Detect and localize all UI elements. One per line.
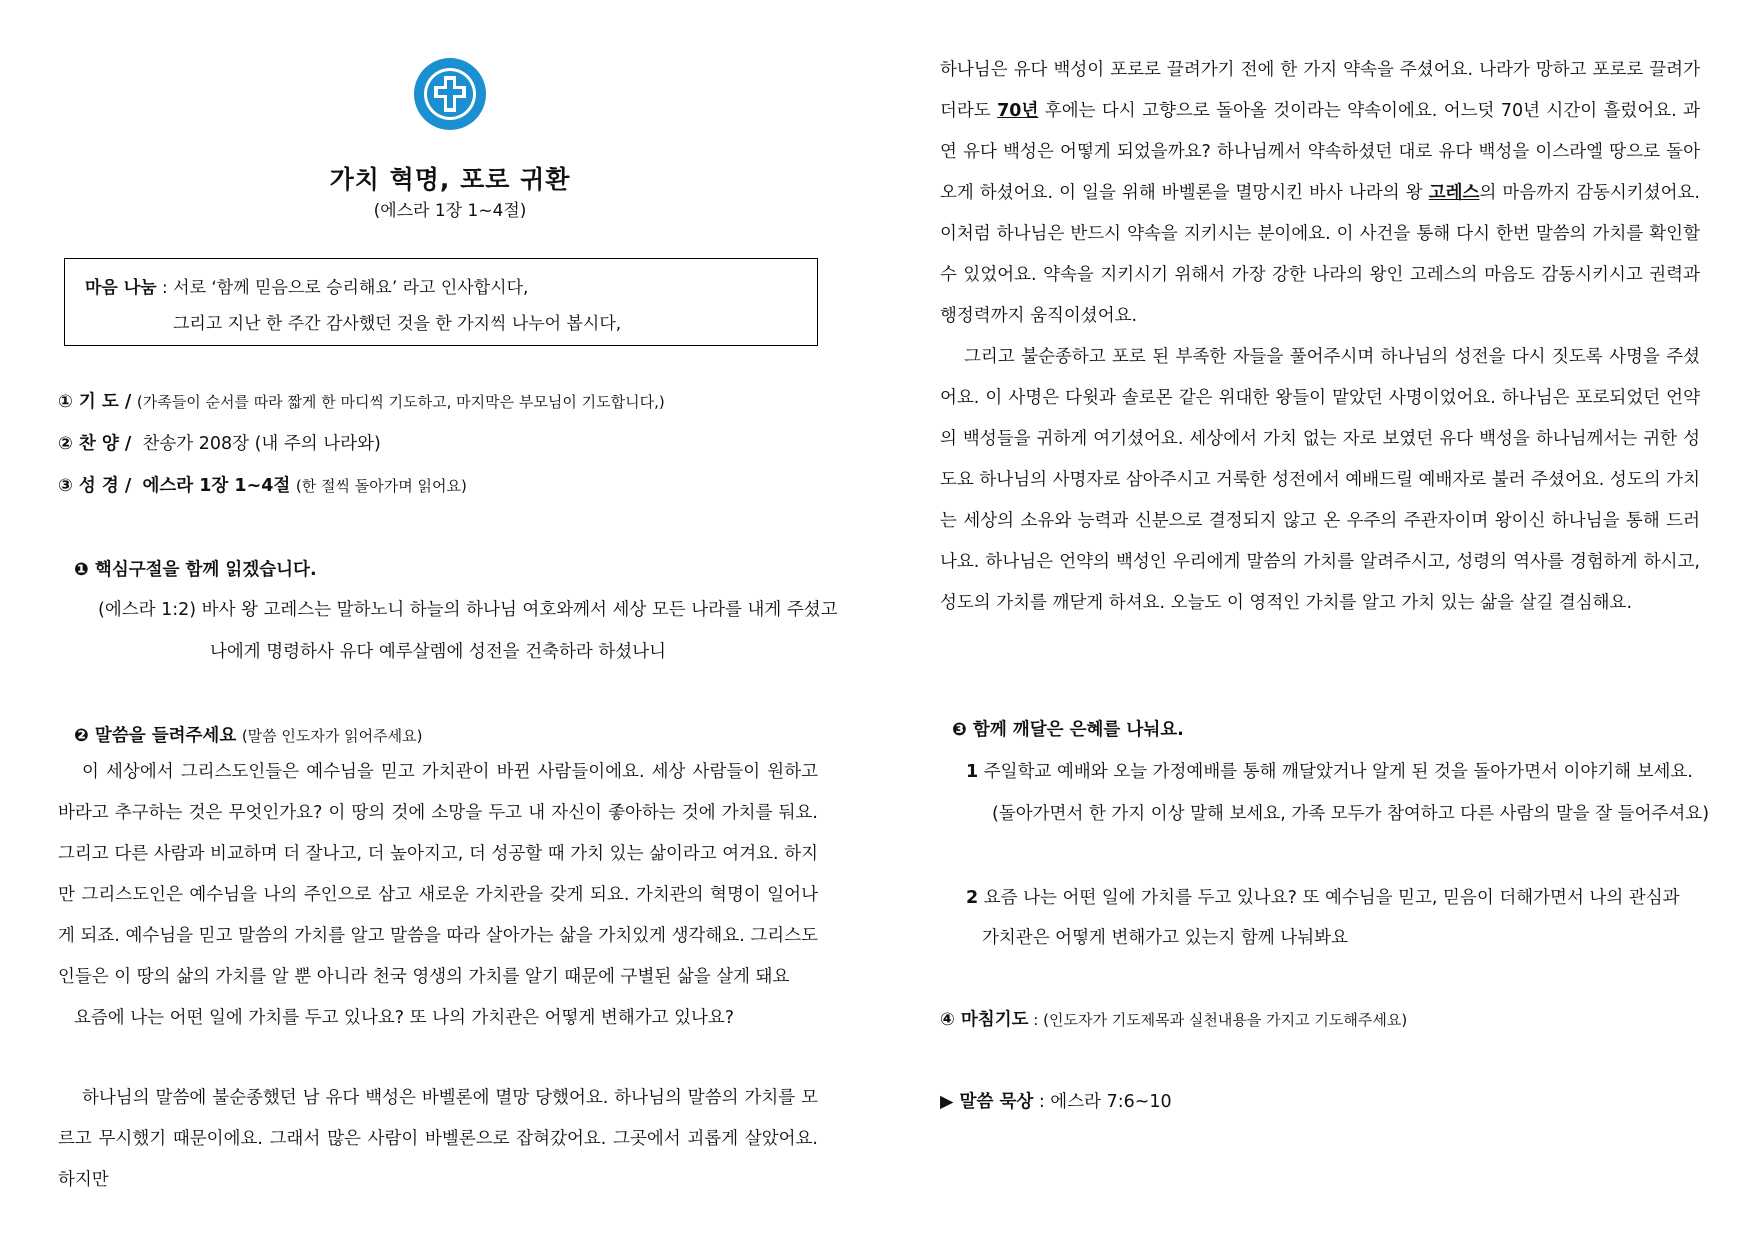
closing-prayer-line	[940, 1006, 1407, 1031]
hymn-line	[58, 430, 381, 455]
share-label: 마음 나눔	[85, 278, 157, 298]
message-paragraph-1: 이 세상에서 그리스도인들은 예수님을 믿고 가치관이 바뀐 사람들이에요. 세상 사람들이 원하고 바라고 추구하는 것은 무엇인가요? 이 땅의 것에 소망을 두고 내 자신이 좋아하는 것에 가치를 둬요. 그리고 다른 사람과 비교하며 더 잘나고, 더 높아지고, 더 성공할 때 가치 있는 삶이라고 여겨요. 하지만 그리스도인은 예수님을 나의 주인으로 삼고 새로운 가치관을 갖게 되요. 가치관의 혁명이 일어나게 되죠. 예수님을 믿고 말씀의 가치를 알고 말씀을 따라 살아가는 삶을 가치있게 생각해요. 그리스도인들은 이 땅의 삶의 가치를 알 뿐 아니라 천국 영생의 가치를 알기 때문에 구별된 삶을 살게 돼요	[58, 762, 818, 987]
cross-seal-icon	[412, 56, 488, 132]
hymn-label: ② 찬 양 /	[58, 434, 132, 454]
message-right-paragraph-1	[940, 50, 1700, 337]
message-body-right	[940, 50, 1700, 624]
q2-marker: 2	[966, 888, 979, 908]
hymn-text: 찬송가 208장 (내 주의 나라와)	[142, 434, 381, 454]
scripture-text: 에스라 1장 1~4절	[142, 476, 291, 496]
grace-question-1	[966, 758, 1693, 783]
key-verse-line-2: 나에게 명령하사 유다 예루살렘에 성전을 건축하라 하셨나니	[210, 642, 666, 662]
meditation-label: ▶ 말씀 묵상	[940, 1092, 1034, 1112]
cyrus-highlight: 고레스	[1428, 183, 1480, 203]
message-body-left	[58, 752, 818, 1039]
meditation-line	[940, 1088, 1172, 1113]
q2-line-1: 요즘 나는 어떤 일에 가치를 두고 있나요? 또 예수님을 믿고, 믿음이 더해가면서 나의 관심과	[983, 888, 1680, 908]
q2-line-2: 가치관은 어떻게 변해가고 있는지 함께 나눠봐요	[982, 928, 1348, 948]
q1-marker: 1	[966, 762, 979, 782]
meditation-text: : 에스라 7:6~10	[1033, 1092, 1172, 1112]
heart-sharing-box	[64, 258, 818, 346]
grace-heading: ❸ 함께 깨달은 은혜를 나눠요.	[952, 720, 1184, 740]
message-paragraph-2: 요즘에 나는 어떤 일에 가치를 두고 있나요? 또 나의 가치관은 어떻게 변해가고 있나요?	[74, 1008, 735, 1028]
grace-question-2	[966, 884, 1680, 909]
r-para1-part-c: 의 마음까지 감동시키셨어요. 이처럼 하나님은 반드시 약속을 지키시는 분이에요. 이 사건을 통해 다시 한번 말씀의 가치를 확인할 수 있었어요. 약속을 지키시기 위해서 가장 강한 나라의 왕인 고레스의 마음도 감동시키시고 권력과 행정력까지 움직이셨어요.	[940, 183, 1700, 326]
message-heading-note: (말씀 인도자가 읽어주세요)	[241, 727, 423, 745]
seventy-years-highlight: 70년	[997, 101, 1039, 121]
page-title: 가치 혁명, 포로 귀환	[329, 165, 571, 194]
message-paragraph-3-wrap	[58, 1078, 818, 1201]
r-para1-part-a: 하나님은 유다 백성이 포로로 끌려가기 전에 한 가지 약속을 주셨어요. 나라가 망하고 포로로 끌려가더라도	[940, 60, 1700, 121]
message-paragraph-3: 하나님의 말씀에 불순종했던 남 유다 백성은 바벨론에 멸망 당했어요. 하나님의 말씀의 가치를 모르고 무시했기 때문이에요. 그래서 많은 사람이 바벨론으로 잡혀갔어요. 그곳에서 괴롭게 살았어요. 하지만	[58, 1088, 818, 1190]
share-line-1: : 서로 ‘함께 믿음으로 승리해요’ 라고 인사합시다,	[156, 278, 529, 298]
page-subtitle: (에스라 1장 1~4절)	[373, 201, 527, 221]
message-heading: ❷ 말씀을 들려주세요	[74, 726, 237, 746]
prayer-line	[58, 388, 665, 413]
scripture-note: (한 절씩 돌아가며 읽어요)	[295, 477, 467, 495]
prayer-label: ① 기 도 /	[58, 392, 132, 412]
key-verse-heading: ❶ 핵심구절을 함께 읽겠습니다.	[74, 560, 317, 580]
church-logo	[412, 56, 488, 132]
scripture-label: ③ 성 경 /	[58, 476, 132, 496]
q1-note: (돌아가면서 한 가지 이상 말해 보세요, 가족 모두가 참여하고 다른 사람의 말을 잘 들어주셔요)	[992, 804, 1710, 824]
message-heading-line	[74, 722, 422, 747]
r-para1-part-b: 후에는 다시 고향으로 돌아올 것이라는 약속이에요. 어느덧 70년 시간이 흘렀어요. 과연 유다 백성은 어떻게 되었을까요? 하나님께서 약속하셨던 대로 유다 백성을 이스라엘 땅으로 돌아오게 하셨어요. 이 일을 위해 바벨론을 멸망시킨 바사 나라의 왕	[940, 101, 1701, 203]
closing-note: : (인도자가 기도제목과 실천내용을 가지고 기도해주세요)	[1028, 1011, 1408, 1029]
scripture-line	[58, 472, 467, 497]
prayer-note: (가족들이 순서를 따라 짧게 한 마디씩 기도하고, 마지막은 부모님이 기도합니다,)	[136, 393, 665, 411]
q1-text: 주일학교 예배와 오늘 가정예배를 통해 깨달았거나 알게 된 것을 돌아가면서 이야기해 보세요.	[983, 762, 1693, 782]
message-right-paragraph-2: 그리고 불순종하고 포로 된 부족한 자들을 풀어주시며 하나님의 성전을 다시 짓도록 사명을 주셨어요. 이 사명은 다윗과 솔로몬 같은 위대한 왕들이 맡았던 사명이었어요. 하나님은 포로되었던 언약의 백성들을 귀하게 여기셨어요. 세상에서 가치 없는 자로 보였던 유다 백성을 하나님께서는 귀한 성도요 하나님의 사명자로 삼아주시고 거룩한 성전에서 예배드릴 예배자로 불러 주셨어요. 성도의 가치는 세상의 소유와 능력과 신분으로 결정되지 않고 온 우주의 주관자이며 왕이신 하나님을 통해 드러나요. 하나님은 언약의 백성인 우리에게 말씀의 가치를 알려주시고, 성령의 역사를 경험하게 하시고, 성도의 가치를 깨닫게 하셔요. 오늘도 이 영적인 가치를 알고 가치 있는 삶을 살길 결심해요.	[940, 347, 1700, 613]
key-verse-line-1: (에스라 1:2) 바사 왕 고레스는 말하노니 하늘의 하나님 여호와께서 세상 모든 나라를 내게 주셨고	[98, 600, 838, 620]
closing-label: ④ 마침기도	[940, 1010, 1029, 1030]
share-line-2: 그리고 지난 한 주간 감사했던 것을 한 가지씩 나누어 봅시다,	[173, 314, 622, 334]
